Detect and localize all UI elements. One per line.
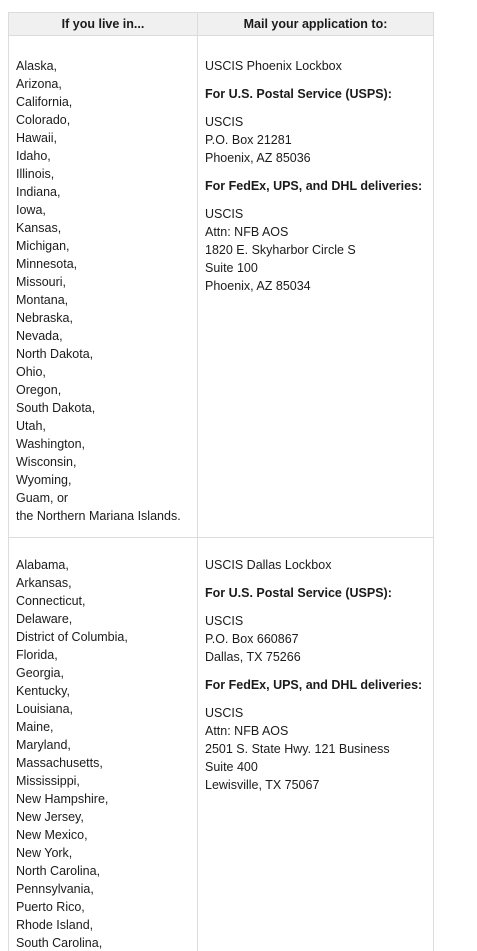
header-states: If you live in... — [9, 13, 198, 36]
state-name: Connecticut, — [16, 594, 86, 608]
states-cell — [9, 538, 198, 951]
state-name: Georgia, — [16, 666, 64, 680]
state-name: Missouri, — [16, 275, 67, 289]
state-name: Montana, — [16, 293, 69, 307]
address-cell — [198, 538, 434, 951]
mailing-address-table — [8, 12, 434, 951]
address-line: USCIS — [205, 614, 244, 628]
state-name: Maryland, — [16, 738, 71, 752]
table-row — [9, 36, 434, 538]
address-line: Suite 100 — [205, 261, 258, 275]
courier-address — [205, 704, 433, 794]
state-name: South Carolina, — [16, 936, 103, 950]
state-name: Rhode Island, — [16, 918, 94, 932]
state-name: Michigan, — [16, 239, 70, 253]
state-name: Arizona, — [16, 77, 62, 91]
state-name: Guam, or — [16, 491, 69, 505]
usps-address — [205, 113, 433, 167]
state-name: Kansas, — [16, 221, 62, 235]
state-name: Minnesota, — [16, 257, 78, 271]
state-name: Idaho, — [16, 149, 51, 163]
state-name: Illinois, — [16, 167, 55, 181]
address-line: Attn: NFB AOS — [205, 724, 289, 738]
state-name: District of Columbia, — [16, 630, 128, 644]
state-name: Alabama, — [16, 558, 69, 572]
state-name: Arkansas, — [16, 576, 72, 590]
state-name: Utah, — [16, 419, 46, 433]
state-name: Nebraska, — [16, 311, 73, 325]
state-name: Oregon, — [16, 383, 62, 397]
address-line: Phoenix, AZ 85036 — [205, 151, 311, 165]
state-name: Nevada, — [16, 329, 63, 343]
state-name: North Carolina, — [16, 864, 101, 878]
state-name: Mississippi, — [16, 774, 80, 788]
state-name: New Hampshire, — [16, 792, 109, 806]
lockbox-name: USCIS Phoenix Lockbox — [205, 59, 342, 73]
state-name: Kentucky, — [16, 684, 70, 698]
states-cell — [9, 36, 198, 538]
state-name: Washington, — [16, 437, 86, 451]
courier-heading: For FedEx, UPS, and DHL deliveries: — [205, 179, 423, 193]
state-name: Louisiana, — [16, 702, 73, 716]
address-line: USCIS — [205, 115, 244, 129]
address-line: Attn: NFB AOS — [205, 225, 289, 239]
address-line: Phoenix, AZ 85034 — [205, 279, 311, 293]
courier-address — [205, 205, 433, 295]
address-line: Lewisville, TX 75067 — [205, 778, 320, 792]
state-name: South Dakota, — [16, 401, 96, 415]
state-name: the Northern Mariana Islands. — [16, 509, 181, 523]
state-name: Puerto Rico, — [16, 900, 85, 914]
address-cell — [198, 36, 434, 538]
address-line: 1820 E. Skyharbor Circle S — [205, 243, 356, 257]
header-mail-to: Mail your application to: — [198, 13, 434, 36]
state-name: Wyoming, — [16, 473, 72, 487]
address-line: USCIS — [205, 706, 244, 720]
state-name: Hawaii, — [16, 131, 57, 145]
courier-heading: For FedEx, UPS, and DHL deliveries: — [205, 678, 423, 692]
lockbox-name: USCIS Dallas Lockbox — [205, 558, 332, 572]
state-name: Maine, — [16, 720, 54, 734]
address-line: P.O. Box 660867 — [205, 632, 299, 646]
table-header-row — [9, 13, 434, 36]
state-name: Wisconsin, — [16, 455, 77, 469]
state-name: North Dakota, — [16, 347, 94, 361]
table-row — [9, 538, 434, 951]
address-line: 2501 S. State Hwy. 121 Business — [205, 742, 390, 756]
state-name: Colorado, — [16, 113, 71, 127]
state-name: New York, — [16, 846, 73, 860]
address-line: USCIS — [205, 207, 244, 221]
state-name: California, — [16, 95, 73, 109]
state-name: Indiana, — [16, 185, 61, 199]
usps-heading: For U.S. Postal Service (USPS): — [205, 87, 392, 101]
usps-heading: For U.S. Postal Service (USPS): — [205, 586, 392, 600]
state-name: Delaware, — [16, 612, 73, 626]
state-name: Florida, — [16, 648, 58, 662]
state-name: Pennsylvania, — [16, 882, 94, 896]
usps-address — [205, 612, 433, 666]
address-line: Suite 400 — [205, 760, 258, 774]
address-line: P.O. Box 21281 — [205, 133, 292, 147]
state-name: Ohio, — [16, 365, 46, 379]
state-name: Massachusetts, — [16, 756, 103, 770]
state-name: Alaska, — [16, 59, 57, 73]
state-name: New Jersey, — [16, 810, 84, 824]
address-line: Dallas, TX 75266 — [205, 650, 301, 664]
state-name: Iowa, — [16, 203, 46, 217]
state-name: New Mexico, — [16, 828, 88, 842]
